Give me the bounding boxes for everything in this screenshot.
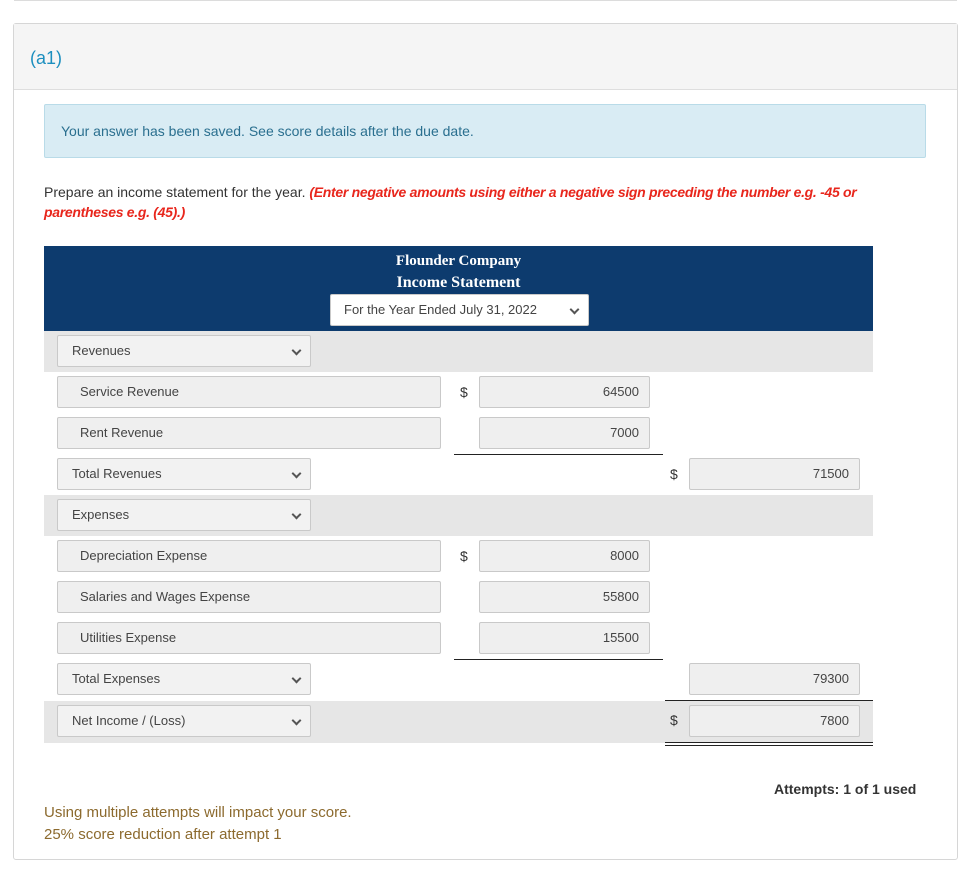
net-income-currency: $ [670, 712, 678, 728]
salaries-expense-label-field[interactable]: Salaries and Wages Expense [57, 581, 441, 613]
net-income-amount-field[interactable]: 7800 [689, 705, 860, 737]
saved-notice: Your answer has been saved. See score details after the due date. [44, 104, 926, 158]
part-label: (a1) [30, 48, 63, 68]
statement-title: Income Statement [396, 274, 521, 291]
service-revenue-amount-field[interactable]: 64500 [479, 376, 650, 408]
depreciation-expense-currency: $ [460, 548, 468, 564]
double-rule-top [665, 742, 873, 743]
rent-revenue-label-field[interactable]: Rent Revenue [57, 417, 441, 449]
total-revenues-value: Total Revenues [72, 466, 162, 481]
total-expenses-amount-field[interactable]: 79300 [689, 663, 860, 695]
expenses-heading-value: Expenses [72, 507, 130, 522]
subtotal-rule [454, 454, 663, 455]
question-card [13, 23, 958, 860]
total-revenues-currency: $ [670, 466, 678, 482]
utilities-expense-label-field[interactable]: Utilities Expense [57, 622, 441, 654]
net-income-value: Net Income / (Loss) [72, 713, 186, 728]
rent-revenue-amount-field[interactable]: 7000 [479, 417, 650, 449]
period-select-value: For the Year Ended July 31, 2022 [344, 302, 537, 317]
depreciation-expense-label-field[interactable]: Depreciation Expense [57, 540, 441, 572]
instructions-emphasis: (Enter negative amounts using either a negative sign preceding the number e.g. -45 or parentheses e.g. (45).) [44, 184, 857, 220]
total-expenses-select[interactable] [57, 663, 311, 695]
service-revenue-currency: $ [460, 384, 468, 400]
chevron-down-icon [292, 716, 302, 726]
utilities-expense-amount-field[interactable]: 15500 [479, 622, 650, 654]
chevron-down-icon [292, 346, 302, 356]
depreciation-expense-amount-field[interactable]: 8000 [479, 540, 650, 572]
total-revenues-select[interactable] [57, 458, 311, 490]
instructions [44, 182, 924, 222]
total-revenues-amount-field[interactable]: 71500 [689, 458, 860, 490]
attempts-warning [44, 802, 352, 846]
instructions-text: Prepare an income statement for the year. [44, 184, 306, 200]
net-income-select[interactable] [57, 705, 311, 737]
expenses-heading-select[interactable] [57, 499, 311, 531]
company-name: Flounder Company [395, 253, 522, 269]
subtotal-rule [454, 659, 663, 660]
double-rule-bottom [665, 745, 873, 746]
salaries-expense-amount-field[interactable]: 55800 [479, 581, 650, 613]
service-revenue-label-field[interactable]: Service Revenue [57, 376, 441, 408]
chevron-down-icon [292, 469, 302, 479]
period-select[interactable] [330, 294, 589, 326]
attempts-warning-line-2: 25% score reduction after attempt 1 [44, 826, 282, 843]
revenues-heading-value: Revenues [72, 343, 131, 358]
chevron-down-icon [570, 305, 580, 315]
top-divider [14, 0, 957, 1]
attempts-counter: Attempts: 1 of 1 used [774, 781, 917, 797]
chevron-down-icon [292, 674, 302, 684]
total-expenses-value: Total Expenses [72, 671, 161, 686]
revenues-heading-select[interactable] [57, 335, 311, 367]
chevron-down-icon [292, 510, 302, 520]
attempts-warning-line-1: Using multiple attempts will impact your score. [44, 804, 352, 821]
card-header [14, 24, 957, 90]
